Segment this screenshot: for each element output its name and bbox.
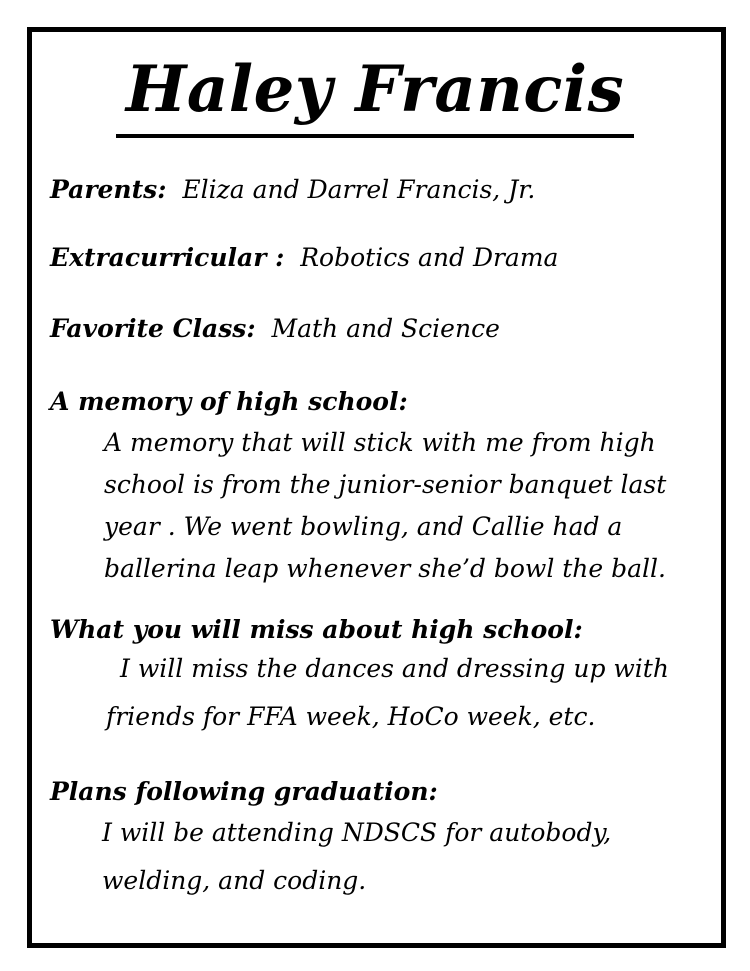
parents-value: Eliza and Darrel Francis, Jr. [182, 175, 536, 204]
miss-heading: What you will miss about high school: [50, 615, 583, 644]
memory-line: school is from the junior-senior banquet last [104, 470, 667, 499]
memory-line: year . We went bowling, and Callie had a [104, 512, 623, 541]
extracurricular-label: Extracurricular : [50, 243, 285, 272]
title-text: Haley Francis [116, 48, 634, 138]
parents-row [50, 174, 535, 206]
favorite-class-label: Favorite Class: [50, 314, 256, 343]
page-title [0, 48, 750, 138]
favorite-class-row [50, 313, 500, 345]
memory-line: ballerina leap whenever she’d bowl the ball. [104, 554, 666, 583]
miss-line: friends for FFA week, HoCo week, etc. [106, 702, 596, 731]
memory-heading: A memory of high school: [50, 387, 408, 416]
plans-line: welding, and coding. [102, 866, 367, 895]
plans-heading: Plans following graduation: [50, 777, 438, 806]
extracurricular-value: Robotics and Drama [300, 243, 559, 272]
plans-paragraph [102, 812, 611, 902]
memory-line: A memory that will stick with me from high [104, 428, 656, 457]
miss-line: I will miss the dances and dressing up with [120, 654, 669, 683]
extracurricular-row [50, 242, 558, 274]
favorite-class-value: Math and Science [271, 314, 500, 343]
memory-paragraph [104, 422, 666, 590]
parents-label: Parents: [50, 175, 167, 204]
plans-line: I will be attending NDSCS for autobody, [102, 818, 612, 847]
miss-paragraph [106, 648, 669, 738]
